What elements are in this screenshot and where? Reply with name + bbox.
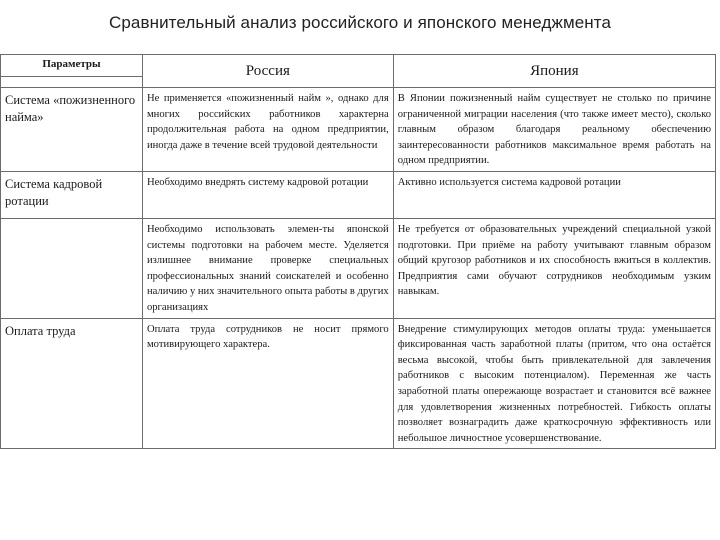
- row-japan-lifetime-employment: В Японии пожизненный найм существует не столько по причине ограниченной миграции населения (что также имеет место), сколько главным образом благодаря реальному обеспечению заинтересованности работников максимальное время работать на одном предприятии.: [393, 88, 715, 172]
- row-russia-rotation: Необходимо внедрять систему кадровой ротации: [142, 171, 393, 218]
- row-param-pay: Оплата труда: [1, 318, 143, 449]
- table-row: [1, 88, 716, 172]
- table-row: [1, 318, 716, 449]
- comparison-table: [0, 54, 716, 449]
- row-japan-pay: Внедрение стимулирующих методов оплаты труда: уменьшается фиксированная часть заработной платы (притом, что она остаётся весьма высокой, чтобы быть привлекательной для завлечения работников с высоким потенциалом). Переменная же часть заработной платы опережающе возрастает и становится всё важнее для удовлетворения жизненных потребностей. Гибкость оплаты позволяет вознаградить даже краткосрочную эффективность или небольшое личностное усовершенствование.: [393, 318, 715, 449]
- header-russia: Россия: [142, 55, 393, 88]
- page-title: Сравнительный анализ российского и японского менеджмента: [108, 13, 612, 32]
- table-header-row: [1, 55, 716, 77]
- row-japan-rotation: Активно используется система кадровой ротации: [393, 171, 715, 218]
- table-row: [1, 218, 716, 318]
- table-row: [1, 171, 716, 218]
- row-param-lifetime-employment: Система «пожизненного найма»: [1, 88, 143, 172]
- row-russia-lifetime-employment: Не применяется «пожизненный найм », однако для многих российских работников характерна продолжительная работа на одном предприятии, иногда даже в течение всей трудовой деятельности: [142, 88, 393, 172]
- row-russia-pay: Оплата труда сотрудников не носит прямого мотивирующего характера.: [142, 318, 393, 449]
- header-spacer-cell: [1, 77, 143, 88]
- row-japan-training: Не требуется от образовательных учреждений специальной узкой подготовки. При приёме на работу учитывают главным образом общий кругозор работников и их способность вжиться в коллектив. Предприятия сами обучают сотрудников необходимым узким навыкам.: [393, 218, 715, 318]
- header-japan: Япония: [393, 55, 715, 88]
- row-russia-training: Необходимо использовать элемен-ты японской системы подготовки на рабочем месте. Уделяется излишнее внимание проверке специальных профессиональных знаний соискателей и особенно наличию у них значительного опыта работы в других организациях: [142, 218, 393, 318]
- row-param-training: [1, 218, 143, 318]
- header-params: Параметры: [1, 55, 143, 77]
- row-param-rotation: Система кадровой ротации: [1, 171, 143, 218]
